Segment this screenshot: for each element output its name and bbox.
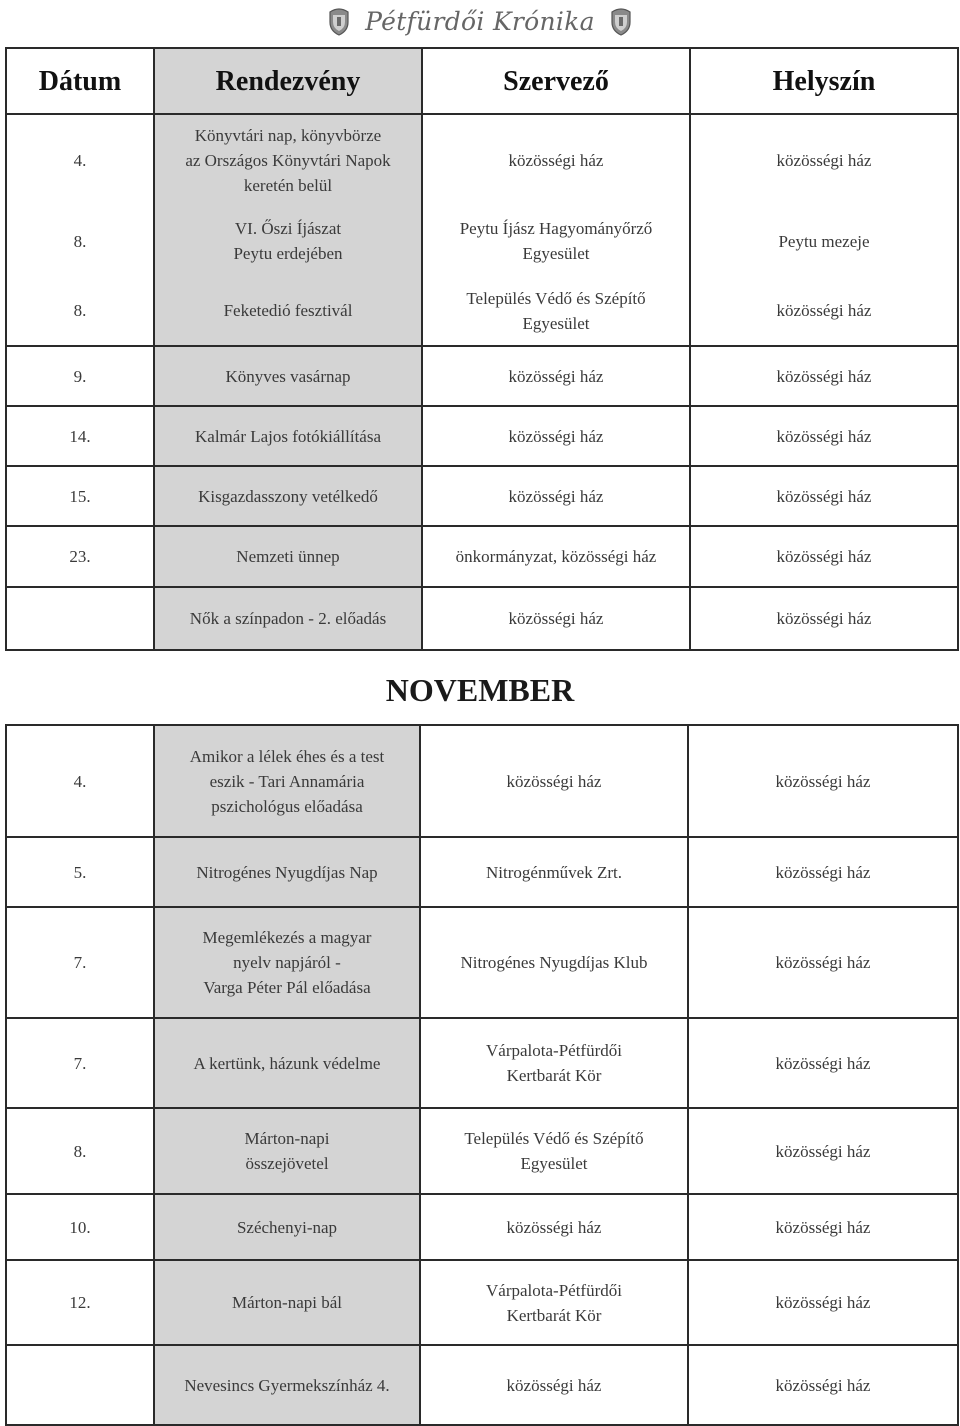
event-organizer: Település Védő és Szépítő Egyesület [422, 276, 690, 346]
table-row [6, 587, 958, 650]
event-name: Kisgazdasszony vetélkedő [154, 466, 422, 526]
event-organizer: közösségi ház [420, 1194, 688, 1260]
event-organizer: Település Védő és Szépítő Egyesület [420, 1108, 688, 1194]
event-date: 23. [6, 526, 154, 587]
event-organizer: közösségi ház [420, 1345, 688, 1425]
event-name: A kertünk, házunk védelme [154, 1018, 420, 1108]
event-date: 4. [6, 725, 154, 837]
event-date: 9. [6, 346, 154, 406]
header-event: Rendezvény [154, 48, 422, 114]
event-venue: közösségi ház [690, 466, 958, 526]
event-date: 7. [6, 907, 154, 1018]
event-date: 8. [6, 206, 154, 276]
crest-icon [327, 6, 351, 36]
event-venue: közösségi ház [688, 1108, 958, 1194]
event-date [6, 587, 154, 650]
table-row [6, 276, 958, 346]
table-row [6, 1194, 958, 1260]
event-organizer: közösségi ház [422, 406, 690, 466]
event-organizer: Nitrogénes Nyugdíjas Klub [420, 907, 688, 1018]
event-name: Könyves vasárnap [154, 346, 422, 406]
event-organizer: közösségi ház [422, 466, 690, 526]
event-name: Széchenyi-nap [154, 1194, 420, 1260]
table-header-row [6, 48, 958, 114]
table-row [6, 406, 958, 466]
table-row [6, 725, 958, 837]
table-row [6, 466, 958, 526]
event-name: Márton-napi összejövetel [154, 1108, 420, 1194]
event-name: Megemlékezés a magyar nyelv napjáról - Varga Péter Pál előadása [154, 907, 420, 1018]
event-venue: közösségi ház [688, 1260, 958, 1345]
table-row [6, 526, 958, 587]
table-row [6, 1260, 958, 1345]
header-date: Dátum [6, 48, 154, 114]
crest-icon [609, 6, 633, 36]
event-date: 12. [6, 1260, 154, 1345]
masthead [0, 0, 960, 42]
event-name: Amikor a lélek éhes és a test eszik - Tari Annamária pszichológus előadása [154, 725, 420, 837]
event-name: Kalmár Lajos fotókiállítása [154, 406, 422, 466]
event-venue: közösségi ház [688, 1345, 958, 1425]
event-organizer: Nitrogénművek Zrt. [420, 837, 688, 907]
event-organizer: Várpalota-Pétfürdői Kertbarát Kör [420, 1260, 688, 1345]
events-table-november [5, 724, 959, 1426]
event-name: Könyvtári nap, könyvbörze az Országos Könyvtári Napok keretén belül [154, 114, 422, 206]
event-venue: közösségi ház [688, 907, 958, 1018]
event-venue: közösségi ház [688, 1194, 958, 1260]
event-organizer: Peytu Íjász Hagyományőrző Egyesület [422, 206, 690, 276]
event-venue: közösségi ház [690, 406, 958, 466]
event-venue: közösségi ház [690, 276, 958, 346]
event-name: Nevesincs Gyermekszínház 4. [154, 1345, 420, 1425]
event-venue: közösségi ház [688, 725, 958, 837]
event-name: Nők a színpadon - 2. előadás [154, 587, 422, 650]
event-venue: közösségi ház [690, 526, 958, 587]
event-venue: közösségi ház [690, 587, 958, 650]
event-venue: közösségi ház [688, 837, 958, 907]
event-date: 5. [6, 837, 154, 907]
table-row [6, 1108, 958, 1194]
event-organizer: Várpalota-Pétfürdői Kertbarát Kör [420, 1018, 688, 1108]
table-row [6, 1345, 958, 1425]
event-venue: közösségi ház [688, 1018, 958, 1108]
event-organizer: közösségi ház [422, 114, 690, 206]
event-venue: Peytu mezeje [690, 206, 958, 276]
event-name: Márton-napi bál [154, 1260, 420, 1345]
event-organizer: önkormányzat, közösségi ház [422, 526, 690, 587]
event-venue: közösségi ház [690, 114, 958, 206]
table-row [6, 907, 958, 1018]
event-date: 14. [6, 406, 154, 466]
event-organizer: közösségi ház [422, 346, 690, 406]
table-row [6, 837, 958, 907]
event-date: 15. [6, 466, 154, 526]
header-venue: Helyszín [690, 48, 958, 114]
event-date [6, 1345, 154, 1425]
event-date: 10. [6, 1194, 154, 1260]
event-name: Nitrogénes Nyugdíjas Nap [154, 837, 420, 907]
table-row [6, 206, 958, 276]
events-table-october [5, 47, 959, 651]
event-date: 7. [6, 1018, 154, 1108]
event-date: 8. [6, 276, 154, 346]
event-venue: közösségi ház [690, 346, 958, 406]
event-name: Feketedió fesztivál [154, 276, 422, 346]
table-row [6, 1018, 958, 1108]
header-organizer: Szervező [422, 48, 690, 114]
month-heading: NOVEMBER [385, 672, 575, 708]
publication-title: Pétfürdői Krónika [365, 6, 595, 36]
table-row [6, 346, 958, 406]
event-date: 8. [6, 1108, 154, 1194]
event-name: VI. Őszi Íjászat Peytu erdejében [154, 206, 422, 276]
event-date: 4. [6, 114, 154, 206]
event-organizer: közösségi ház [422, 587, 690, 650]
event-name: Nemzeti ünnep [154, 526, 422, 587]
table-row [6, 114, 958, 206]
event-organizer: közösségi ház [420, 725, 688, 837]
